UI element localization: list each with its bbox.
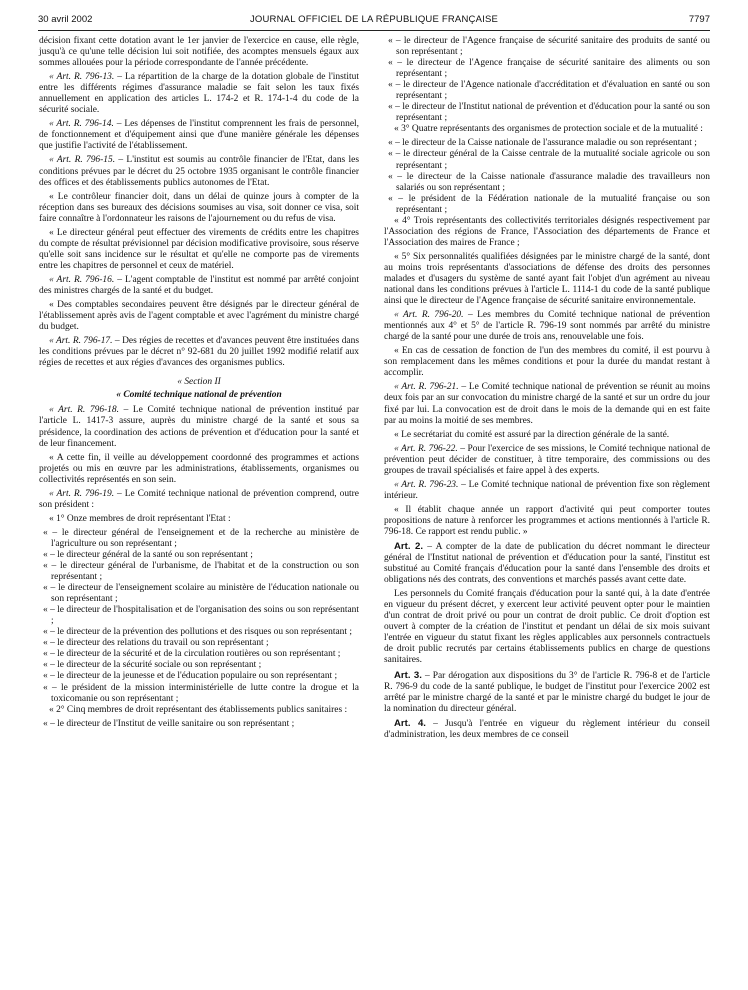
paragraph bbox=[384, 670, 710, 715]
paragraph-text: « Le secrétariat du comité est assuré par la direction générale de la santé. bbox=[394, 429, 670, 440]
paragraph-text: « 3° Quatre représentants des organismes de protection sociale et de la mutualité : bbox=[394, 124, 703, 135]
paragraph-text: « – le directeur général de l'enseignement et de la recherche au ministère de l'agriculture ou son représentant ; bbox=[43, 527, 359, 549]
list-item bbox=[384, 80, 710, 102]
paragraph-text: « A cette fin, il veille au développement coordonné des programmes et actions projetés ou mis en œuvre par les administrations, établissements, organismes ou collectivités représentés en son sein. bbox=[39, 452, 359, 485]
article-reference: « Art. R. 796-18. bbox=[49, 405, 119, 416]
paragraph bbox=[39, 192, 359, 225]
paragraph-text: « Des comptables secondaires peuvent être désignés par le directeur général de l'établissement après avis de l'agent comptable et avec l'agrément du ministre chargé du budget. bbox=[39, 300, 359, 333]
paragraph-text: « – le président de la Fédération nationale de la mutualité française ou son représentant ; bbox=[388, 193, 710, 215]
paragraph-text: – A compter de la date de publication du décret nommant le directeur général de l'Institut national de prévention et d'éducation pour la santé, l'institut est substitué au Comité français d'éducation pour la santé dans l'ensemble des droits et obligations nés des contrats, des conventions et marchés passés avant cette date. bbox=[384, 542, 710, 586]
paragraph-text: « 4° Trois représentants des collectivités territoriales désignés respectivement par l'Association des régions de France, l'Association des départements de France et l'Association des maires de France ; bbox=[384, 215, 710, 248]
paragraph-text: « – le directeur de la jeunesse et de l'éducation populaire ou son représentant ; bbox=[43, 671, 338, 682]
paragraph bbox=[39, 336, 359, 369]
paragraph-text: « – le directeur de l'hospitalisation et de l'organisation des soins ou son représentant ; bbox=[43, 605, 359, 627]
article-reference: « Art. R. 796-22. bbox=[394, 443, 458, 454]
list-item bbox=[384, 102, 710, 124]
paragraph-text: « – le directeur de l'Agence nationale d'accréditation et d'évaluation en santé ou son représentant ; bbox=[388, 80, 710, 102]
paragraph-text: « Comité technique national de prévention bbox=[116, 390, 282, 401]
paragraph bbox=[39, 405, 359, 449]
right-column bbox=[384, 36, 710, 744]
paragraph bbox=[384, 216, 710, 249]
list-item bbox=[39, 671, 359, 682]
paragraph-text: – Le Comité technique national de prévention fixe son règlement intérieur. bbox=[384, 479, 711, 501]
paragraph bbox=[384, 382, 710, 426]
paragraph-text: – Les dépenses de l'institut comprennent les frais de personnel, de fonctionnement et d'équipement ainsi que d'une manière générale les dépenses que justifie l'activité de l'établissement. bbox=[39, 119, 360, 152]
article-reference: « Art. R. 796-14. bbox=[49, 119, 114, 130]
paragraph bbox=[39, 119, 359, 152]
paragraph-text: « 5° Six personnalités qualifiées désignées par le ministre chargé de la santé, dont au moins trois représentants d'associations de défense des droits des personnes malades et d'usagers du système de santé ayant fait l'objet d'un agrément au niveau national dans les conditions prévues à l'article L. 1114-1 du code de la santé publique ainsi que le directeur de l'Agence française de sécurité sanitaire environnementale. bbox=[384, 251, 710, 307]
list-item bbox=[39, 561, 359, 583]
article-reference: « Art. R. 796-19. bbox=[49, 488, 115, 499]
paragraph-text: « – le président de la mission interministérielle de lutte contre la drogue et la toxicomanie ou son représentant ; bbox=[43, 682, 359, 704]
paragraph-text: « – le directeur de l'Agence française de sécurité sanitaire des aliments ou son représentant ; bbox=[388, 58, 710, 80]
article-reference: « Art. R. 796-13. bbox=[49, 72, 115, 83]
paragraph-text: « Le directeur général peut effectuer des virements de crédits entre les chapitres du compte de résultat prévisionnel par décision modificative provisoire, sous réserve qu'elle soit sans incidence sur le résultat et qu'elle ne comporte pas de virements entre les chapitres de personnel et ceux de matériel. bbox=[39, 227, 359, 271]
paragraph-text: « – le directeur de l'Institut de veille sanitaire ou son représentant ; bbox=[43, 718, 295, 729]
paragraph bbox=[384, 589, 710, 666]
list-item bbox=[39, 638, 359, 649]
paragraph-text: « – le directeur de l'Agence française de sécurité sanitaire des produits de santé ou son représentant ; bbox=[388, 36, 710, 58]
list-item bbox=[384, 194, 710, 216]
paragraph-text: – Le Comité technique national de prévention comprend, outre son président : bbox=[39, 488, 359, 510]
list-item bbox=[39, 583, 359, 605]
article-reference: « Art. R. 796-21. bbox=[394, 382, 459, 393]
paragraph bbox=[384, 310, 710, 343]
paragraph-text: « Le contrôleur financier doit, dans un délai de quinze jours à compter de la réception dans ses bureaux des décisions soumises au visa, soit donner ce visa, soit faire connaître à l'ordonnateur les raisons de l'ajournement ou du refus de visa. bbox=[39, 191, 359, 224]
paragraph-text: « Section II bbox=[177, 377, 221, 388]
paragraph bbox=[39, 514, 359, 525]
paragraph-text: « – le directeur de la sécurité sociale ou son représentant ; bbox=[43, 660, 262, 671]
paragraph bbox=[39, 489, 359, 511]
list-item bbox=[39, 719, 359, 730]
paragraph-text: « – le directeur général de l'urbanisme, de l'habitat et de la construction ou son représentant ; bbox=[43, 561, 359, 583]
paragraph-text: « 2° Cinq membres de droit représentant des établissements publics sanitaires : bbox=[49, 704, 348, 715]
list-item bbox=[39, 627, 359, 638]
paragraph-text: « – le directeur des relations du travail ou son représentant ; bbox=[43, 638, 269, 649]
list-item bbox=[384, 36, 710, 58]
paragraph bbox=[384, 505, 710, 538]
paragraph-text: décision fixant cette dotation avant le 1er janvier de l'exercice en cause, elle règle, jusqu'à ce qu'une telle décision lui soit notifiée, des acomptes mensuels égaux aux sommes allouées pour la période correspondante de l'année précédente. bbox=[39, 36, 359, 69]
section-subheading bbox=[39, 390, 359, 401]
paragraph bbox=[384, 541, 710, 586]
paragraph-text: « – le directeur général de la santé ou son représentant ; bbox=[43, 549, 253, 560]
paragraph bbox=[384, 430, 710, 441]
paragraph-text: – Les membres du Comité technique national de prévention mentionnés aux 4° et 5° de l'article R. 796-19 sont nommés par arrêté du ministre chargé de la santé pour une durée de trois ans, renouvelable une fois. bbox=[384, 310, 711, 343]
paragraph bbox=[39, 155, 359, 188]
paragraph-text: « – le directeur de la Caisse nationale d'assurance maladie des travailleurs non salariés ou son représentant ; bbox=[388, 171, 710, 193]
article-reference: « Art. R. 796-23. bbox=[394, 479, 459, 490]
header-journal-title: JOURNAL OFFICIEL DE LA RÉPUBLIQUE FRANÇAISE bbox=[249, 14, 499, 25]
left-column bbox=[39, 36, 359, 730]
paragraph-text: – Par dérogation aux dispositions du 3° de l'article R. 796-8 et de l'article R. 796-9 du code de la santé publique, le budget de l'institut pour l'exercice 2002 est arrêté par le ministre chargé de la santé et par le ministre chargé du budget le jour de la nomination du directeur général. bbox=[384, 670, 710, 714]
paragraph-text: « Il établit chaque année un rapport d'activité qui peut comporter toutes propositions de nature à renforcer les programmes et actions mentionnés à l'article R. 796-18. Ce rapport est rendu public. » bbox=[384, 504, 710, 537]
paragraph-text: « 1° Onze membres de droit représentant l'Etat : bbox=[49, 513, 231, 524]
paragraph-text: – Le Comité technique national de prévention institué par l'article L. 1417-3 assure, auprès du ministre chargé de la santé et sous sa présidence, la coordination des actions de prévention et d'éducation pour la santé et de leur financement. bbox=[39, 405, 359, 449]
header-date: 30 avril 2002 bbox=[38, 14, 93, 25]
article-reference: « Art. R. 796-20. bbox=[394, 310, 464, 321]
paragraph bbox=[39, 300, 359, 333]
paragraph-text: – L'institut est soumis au contrôle financier de l'Etat, dans les conditions prévues par le décret du 25 octobre 1935 organisant le contrôle financier des offices et des établissements publics autonomes de l'Etat. bbox=[39, 155, 360, 188]
paragraph bbox=[39, 275, 359, 297]
list-item bbox=[384, 138, 710, 149]
paragraph bbox=[384, 252, 710, 307]
paragraph bbox=[39, 228, 359, 272]
section-heading bbox=[39, 377, 359, 388]
article-number: Art. 3. bbox=[394, 669, 422, 681]
paragraph bbox=[384, 346, 710, 379]
paragraph-text: – Des régies de recettes et d'avances peuvent être instituées dans les conditions prévues par le décret n° 92-681 du 20 juillet 1992 modifié relatif aux régies de recettes et aux régies d'avances des organismes publics. bbox=[39, 336, 360, 369]
paragraph-text: « – le directeur de l'enseignement scolaire au ministère de l'éducation nationale ou son représentant ; bbox=[43, 583, 359, 605]
paragraph-text: – Jusqu'à l'entrée en vigueur du règlement intérieur du conseil d'administration, les deux membres de ce conseil bbox=[384, 718, 710, 740]
header-rule bbox=[38, 30, 710, 31]
paragraph-text: « – le directeur de l'Institut national de prévention et d'éducation pour la santé ou son représentant ; bbox=[388, 102, 710, 124]
article-reference: « Art. R. 796-15. bbox=[49, 155, 116, 166]
list-item bbox=[39, 550, 359, 561]
list-item bbox=[39, 528, 359, 550]
paragraph bbox=[384, 480, 710, 502]
paragraph-text: – La répartition de la charge de la dotation globale de l'institut entre les différents régimes d'assurance maladie se fait selon les taux fixés annuellement en application des articles L. 174-2 et R. 174-1-4 du code de la sécurité sociale. bbox=[39, 72, 360, 116]
paragraph-text: – L'agent comptable de l'institut est nommé par arrêté conjoint des ministres chargés de la santé et du budget. bbox=[39, 274, 360, 296]
article-number: Art. 4. bbox=[394, 717, 426, 729]
paragraph-text: « – le directeur de la prévention des pollutions et des risques ou son représentant ; bbox=[43, 627, 352, 638]
paragraph bbox=[39, 72, 359, 116]
list-item bbox=[384, 58, 710, 80]
list-item bbox=[39, 649, 359, 660]
list-item bbox=[39, 683, 359, 705]
list-item bbox=[384, 172, 710, 194]
paragraph-text: « – le directeur de la Caisse nationale de l'assurance maladie ou son représentant ; bbox=[388, 138, 697, 149]
paragraph-text: Les personnels du Comité français d'éducation pour la santé qui, à la date d'entrée en vigueur du présent décret, y exercent leur activité peuvent opter pour le maintien d'un contrat de droit privé ou pour un contrat de droit public. Ce droit d'option est ouvert à compter de la création de l'institut et pendant un délai de six mois suivant l'entrée en vigueur du statut fixant les règles applicables aux personnels contractuels de droit public recrutés par certains établissements publics en charge de questions sanitaires. bbox=[384, 589, 710, 666]
paragraph-text: « – le directeur de la sécurité et de la circulation routières ou son représentant ; bbox=[43, 649, 341, 660]
paragraph-text: – Pour l'exercice de ses missions, le Comité technique national de prévention peut décider de constituer, à titre temporaire, des commissions ou des groupes de travail spécialisés et faire appel à des experts. bbox=[384, 443, 711, 476]
paragraph bbox=[39, 705, 359, 716]
paragraph bbox=[384, 444, 710, 477]
paragraph bbox=[39, 453, 359, 486]
page-header bbox=[38, 14, 710, 30]
paragraph-text: – Le Comité technique national de prévention se réunit au moins deux fois par an sur convocation du ministre chargé de la santé et sur un ordre du jour fixé par lui. La convocation est de droit dans le mois de la demande qui en est faite par au moins la moitié de ses membres. bbox=[384, 382, 710, 426]
list-item bbox=[384, 149, 710, 171]
article-reference: « Art. R. 796-16. bbox=[49, 274, 115, 285]
article-reference: « Art. R. 796-17. bbox=[49, 336, 113, 347]
list-item bbox=[39, 660, 359, 671]
article-number: Art. 2. bbox=[394, 541, 424, 553]
paragraph-text: « – le directeur général de la Caisse centrale de la mutualité sociale agricole ou son représentant ; bbox=[388, 149, 710, 171]
paragraph bbox=[384, 124, 710, 135]
header-page-number: 7797 bbox=[688, 14, 710, 25]
list-item bbox=[39, 605, 359, 627]
paragraph bbox=[384, 718, 710, 741]
paragraph-text: « En cas de cessation de fonction de l'un des membres du comité, il est pourvu à son remplacement dans les mêmes conditions et pour la durée du mandat restant à accomplir. bbox=[384, 346, 710, 379]
paragraph bbox=[39, 36, 359, 69]
